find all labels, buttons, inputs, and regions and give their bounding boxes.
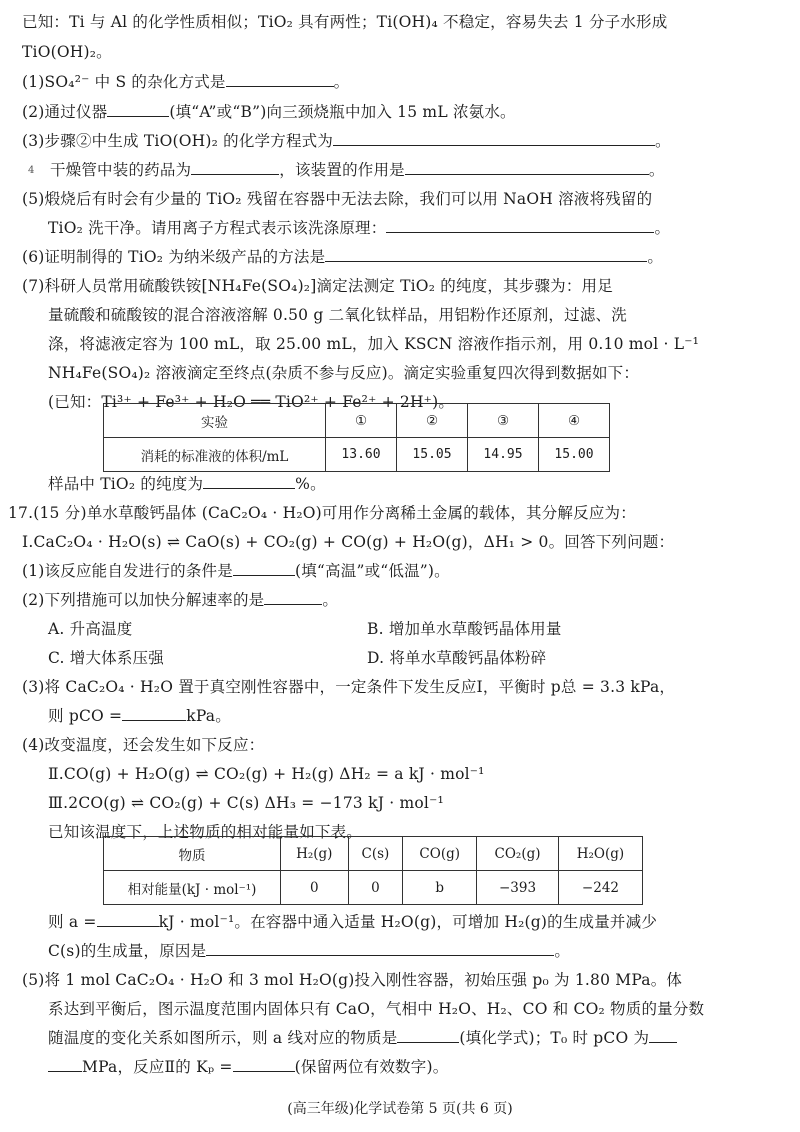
answer-blank [386,218,654,233]
q16-part1 [22,72,349,92]
q16-part7-answer [48,474,326,494]
table-row [104,404,610,438]
q17-part2 [22,590,338,610]
q17-part3-text-b: kPa。 [186,707,231,725]
table-cell: 消耗的标准液的体积/mL [104,438,326,472]
answer-blank [48,1057,82,1072]
q17-part5-line2: 系达到平衡后，图示温度范围内固体只有 CaO，气相中 H₂O、H₂、CO 和 CO₂ 物质的量分数 [48,1000,705,1018]
q16-part5-end: 。 [654,219,671,237]
table-row [104,837,643,871]
option-d: D. 将单水草酸钙晶体粉碎 [367,649,547,667]
q16-part7-answer-text: 样品中 TiO₂ 的纯度为 [48,475,204,493]
table-header-cell: 物质 [104,837,281,871]
q16-part6-end: 。 [647,248,664,266]
q17-part1 [22,561,450,581]
q16-part1-end: 。 [333,73,350,91]
q16-part6-text: (6)证明制得的 TiO₂ 为纳米级产品的方法是 [22,248,326,266]
q16-part4-text-b: ，该装置的作用是 [279,161,405,179]
answer-blank [203,474,295,489]
q16-part7-line5: (已知：Ti³⁺ + Fe³⁺ + H₂O ══ TiO²⁺ + Fe²⁺ + 2H⁺)。 [48,393,455,411]
q16-part1-text: (1)SO₄²⁻ 中 S 的杂化方式是 [22,73,226,91]
q16-part4-text-a: 干燥管中装的药品为 [49,161,192,179]
q16-part7-line4: NH₄Fe(SO₄)₂ 溶液滴定至终点(杂质不参与反应)。滴定实验重复四次得到数据如下： [48,364,640,382]
q17-reaction-3: Ⅲ.2CO(g) ⇌ CO₂(g) + C(s) ΔH₃ = −173 kJ · mol⁻¹ [48,794,444,812]
q16-part7-answer-unit: %。 [295,475,326,493]
answer-blank [333,131,655,146]
q17-part5-text-c: MPa，反应Ⅱ的 Kₚ = [82,1058,233,1076]
q17-part5-text-d: (保留两位有效数字)。 [294,1058,449,1076]
answer-blank [264,590,322,605]
q16-part4-mark: 4 [28,165,35,176]
answer-blank [206,941,554,956]
q17-reaction-2: Ⅱ.CO(g) + H₂O(g) ⇌ CO₂(g) + H₂(g) ΔH₂ = a kJ · mol⁻¹ [48,765,485,783]
q16-part6 [22,247,663,267]
q17-part4-ans-text-c: C(s)的生成量，原因是 [48,942,207,960]
option-a: A. 升高温度 [48,620,133,638]
q16-part5-text: TiO₂ 洗干净。请用离子方程式表示该洗涤原理： [48,219,387,237]
table-cell: 0 [348,871,403,905]
table-header-cell: CO₂(g) [477,837,559,871]
q16-part4-end: 。 [648,161,665,179]
table-cell: 15.00 [539,438,610,472]
answer-blank [97,912,159,927]
q17-part2-end: 。 [322,591,339,609]
answer-blank [122,706,186,721]
q17-part5-text-a: 随温度的变化关系如图所示，则 a 线对应的物质是 [48,1029,398,1047]
answer-blank [405,160,649,175]
q17-part4: (4)改变温度，还会发生如下反应： [22,736,265,754]
q17-part3-text-a: 则 pCO = [48,707,123,725]
titration-table [103,403,610,472]
answer-blank [226,72,334,87]
q17-part4-answer-line1 [48,912,657,932]
table-cell: b [403,871,477,905]
q17-part3-line2 [48,706,231,726]
table-cell: 13.60 [326,438,397,472]
table-row [104,871,643,905]
answer-blank [191,160,279,175]
table-header-cell: ① [326,404,397,438]
q16-part7-line1: (7)科研人员常用硫酸铁铵[NH₄Fe(SO₄)₂]滴定法测定 TiO₂ 的纯度，其步骤为：用足 [22,277,613,295]
answer-blank [107,102,169,117]
q16-part7-line3: 涤，将滤液定容为 100 mL，取 25.00 mL，加入 KSCN 溶液作指示剂，用 0.10 mol · L⁻¹ [48,335,700,353]
table-cell: −242 [558,871,642,905]
intro-line-2: TiO(OH)₂。 [22,43,112,61]
energy-table [103,836,643,905]
q16-part2-text-a: (2)通过仪器 [22,103,108,121]
table-header-cell: ④ [539,404,610,438]
page-footer: (高三年级)化学试卷第 5 页(共 6 页) [287,1101,513,1117]
q17-part3-line1: (3)将 CaC₂O₄ · H₂O 置于真空刚性容器中，一定条件下发生反应Ⅰ，平衡时 p总 = 3.3 kPa， [22,678,676,696]
q17-part4-ans-end: 。 [554,942,571,960]
q17-part1-text-b: (填“高温”或“低温”)。 [294,562,450,580]
q16-part3 [22,131,671,151]
table-cell: 15.05 [397,438,468,472]
table-cell: 0 [281,871,349,905]
q16-part5-line2 [48,218,670,238]
table-cell: −393 [477,871,559,905]
q17-part2-text: (2)下列措施可以加快分解速率的是 [22,591,265,609]
answer-blank [397,1028,459,1043]
table-header-cell: ③ [468,404,539,438]
q17-part4-ans-text-b: kJ · mol⁻¹。在容器中通入适量 H₂O(g)，可增加 H₂(g)的生成量并减少 [158,913,658,931]
q16-part2-text-b: (填“A”或“B”)向三颈烧瓶中加入 15 mL 浓氨水。 [169,103,516,121]
q16-part5-line1: (5)煅烧后有时会有少量的 TiO₂ 残留在容器中无法去除，我们可以用 NaOH 溶液将残留的 [22,190,653,208]
q17-title: 17.(15 分)单水草酸钙晶体 (CaC₂O₄ · H₂O)可用作分离稀土金属的载体，其分解反应为： [8,504,636,522]
answer-blank [325,247,647,262]
q17-part1-text: (1)该反应能自发进行的条件是 [22,562,233,580]
table-header-cell: H₂O(g) [558,837,642,871]
table-header-cell: C(s) [348,837,403,871]
table-cell: 相对能量(kJ · mol⁻¹) [104,871,281,905]
table-header-cell: 实验 [104,404,326,438]
option-c: C. 增大体系压强 [48,649,164,667]
q16-part3-end: 。 [655,132,671,150]
table-cell: 14.95 [468,438,539,472]
answer-blank [233,1057,295,1072]
q17-part4-known: 已知该温度下，上述物质的相对能量如下表。 [48,823,363,841]
table-header-cell: H₂(g) [281,837,349,871]
q17-part5-line4 [48,1057,448,1077]
answer-blank [649,1028,677,1043]
intro-line-1: 已知：Ti 与 Al 的化学性质相似；TiO₂ 具有两性；Ti(OH)₄ 不稳定，容易失去 1 分子水形成 [22,13,668,31]
answer-blank [233,561,295,576]
table-header-cell: CO(g) [403,837,477,871]
q17-part4-ans-text-a: 则 a = [48,913,97,931]
q16-part2 [22,102,516,122]
q16-part3-text: (3)步骤②中生成 TiO(OH)₂ 的化学方程式为 [22,132,334,150]
table-header-cell: ② [397,404,468,438]
q17-part5-line1: (5)将 1 mol CaC₂O₄ · H₂O 和 3 mol H₂O(g)投入刚性容器，初始压强 p₀ 为 1.80 MPa。体 [22,971,683,989]
q17-reaction-1: Ⅰ.CaC₂O₄ · H₂O(s) ⇌ CaO(s) + CO₂(g) + CO(g) + H₂O(g)，ΔH₁ > 0。回答下列问题： [22,533,675,551]
option-b: B. 增加单水草酸钙晶体用量 [367,620,562,638]
q16-part4 [28,160,665,181]
q17-part5-text-b: (填化学式)；T₀ 时 pCO 为 [459,1029,650,1047]
q16-part7-line2: 量硫酸和硫酸铵的混合溶液溶解 0.50 g 二氧化钛样品，用铝粉作还原剂，过滤、洗 [48,306,627,324]
table-row [104,438,610,472]
q17-part5-line3 [48,1028,677,1048]
q17-part4-answer-line2 [48,941,570,961]
